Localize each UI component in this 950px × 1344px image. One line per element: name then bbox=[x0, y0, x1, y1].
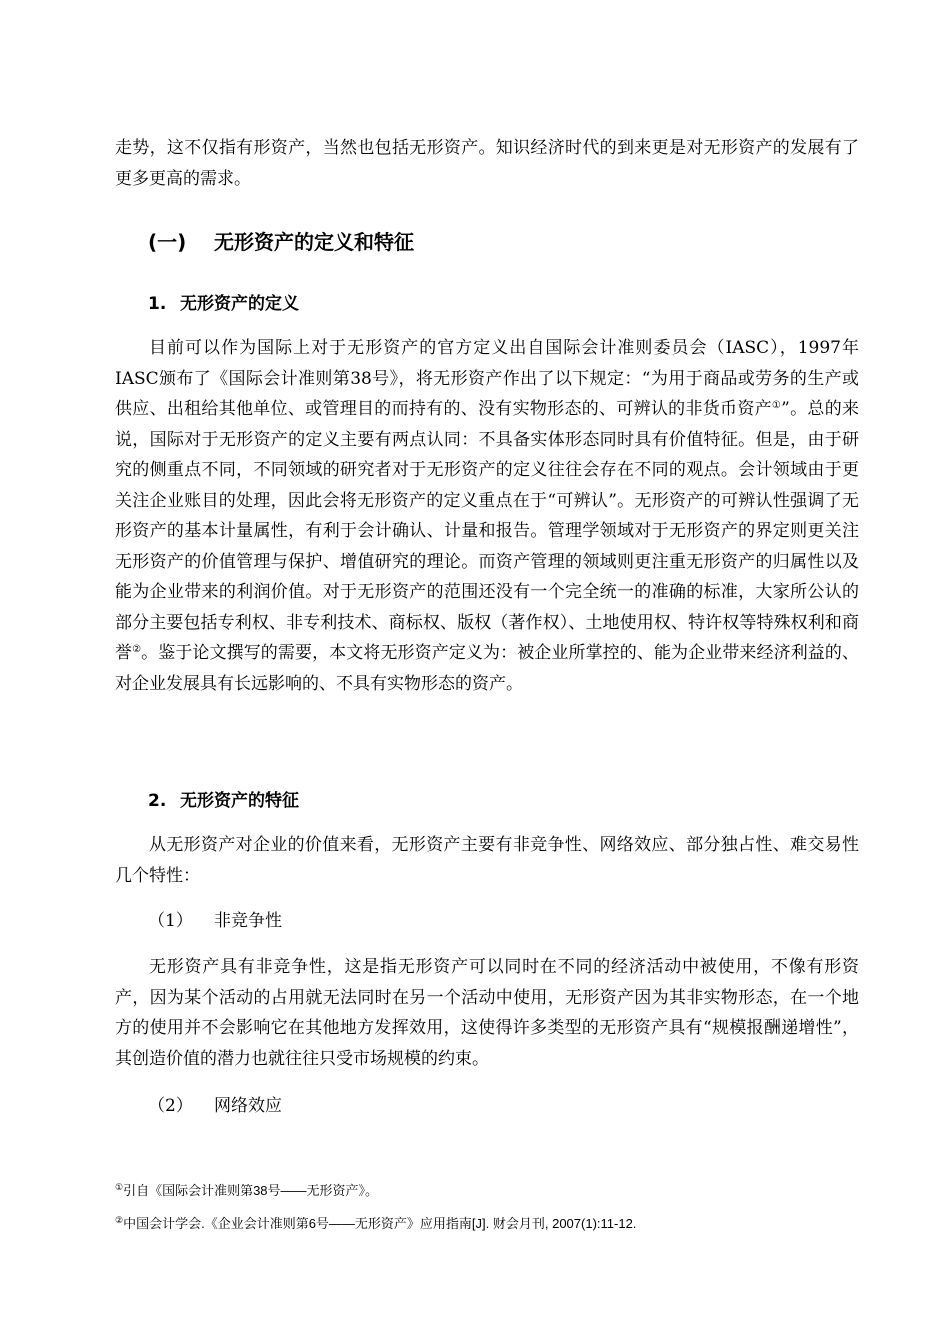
non-rivalry-paragraph: 无形资产具有非竞争性，这是指无形资产可以同时在不同的经济活动中被使用，不像有形资产，因为某个活动的占用就无法同时在另一个活动中使用，无形资产因为其非实物形态，在一个地方的使用并不会影响它在其他地方发挥效用，这使得许多类型的无形资产具有“规模报酬递增性”，其创造价值的潜力也就往往只受市场规模的约束。 bbox=[115, 957, 859, 1069]
section-heading bbox=[148, 226, 414, 255]
subsection-number: 2. bbox=[148, 791, 167, 811]
footnote-text: 中国会计学会.《企业会计准则第6号——无形资产》应用指南[J]. 财会月刊, 2007(1):11-12. bbox=[123, 1216, 637, 1231]
definition-text-part2: ”。总的来说，国际对于无形资产的定义主要有两点认同：不具备实体形态同时具有价值特征。但是，由于研究的侧重点不同，不同领域的研究者对于无形资产的定义往往会存在不同的观点。会计领域由于更关注企业账目的处理，因此会将无形资产的定义重点在于“可辨认”。无形资产的可辨认性强调了无形资产的基本计量属性，有利于会计确认、计量和报告。管理学领域对于无形资产的界定则更关注无形资产的价值管理与保护、增值研究的理论。而资产管理的领域则更注重无形资产的归属性以及能为企业带来的利润价值。对于无形资产的范围还没有一个完全统一的准确的标准，大家所公认的部分主要包括专利权、非专利技术、商标权、版权（著作权）、土地使用权、特许权等特殊权利和商誉 bbox=[115, 399, 860, 663]
item-title: 非竞争性 bbox=[214, 911, 282, 931]
footnote-1 bbox=[115, 1180, 378, 1199]
subsection-title: 无形资产的特征 bbox=[180, 791, 299, 811]
definition-text-part3: 。鉴于论文撰写的需要，本文将无形资产定义为：被企业所掌控的、能为企业带来经济利益的、对企业发展具有长远影响的、不具有实物形态的资产。 bbox=[115, 643, 859, 694]
section-title: 无形资产的定义和特征 bbox=[214, 230, 414, 254]
footnote-ref-1[interactable]: ① bbox=[771, 400, 782, 411]
intro-paragraph: 走势，这不仅指有形资产，当然也包括无形资产。知识经济时代的到来更是对无形资产的发展有了更多更高的需求。 bbox=[115, 138, 859, 189]
definition-paragraph bbox=[115, 333, 859, 699]
item-number: （2） bbox=[148, 1096, 193, 1116]
footnote-text: 引自《国际会计准则第38号——无形资产》。 bbox=[123, 1183, 379, 1198]
definition-text-part1: 目前可以作为国际上对于无形资产的官方定义出自国际会计准则委员会（IASC），1997年IASC颁布了《国际会计准则第38号》，将无形资产作出了以下规定：“为用于商品或劳务的生产或供应、出租给其他单位、或管理目的而持有的、没有实物形态的、可辨认的非货币资产 bbox=[115, 338, 859, 419]
item-heading-non-rivalry bbox=[148, 906, 282, 931]
section-number: (一) bbox=[148, 230, 187, 254]
subsection-heading-definition bbox=[148, 289, 299, 314]
item-number: （1） bbox=[148, 911, 193, 931]
item-heading-network-effect bbox=[148, 1091, 282, 1116]
footnote-2 bbox=[115, 1213, 636, 1232]
subsection-heading-features bbox=[148, 786, 299, 811]
footnote-mark: ① bbox=[115, 1182, 124, 1192]
subsection-title: 无形资产的定义 bbox=[180, 294, 299, 314]
features-paragraph: 从无形资产对企业的价值来看，无形资产主要有非竞争性、网络效应、部分独占性、难交易性几个特性： bbox=[115, 835, 859, 886]
footnote-mark: ② bbox=[115, 1215, 124, 1225]
footnote-ref-2[interactable]: ② bbox=[132, 644, 142, 655]
item-title: 网络效应 bbox=[214, 1096, 282, 1116]
subsection-number: 1. bbox=[148, 294, 167, 314]
